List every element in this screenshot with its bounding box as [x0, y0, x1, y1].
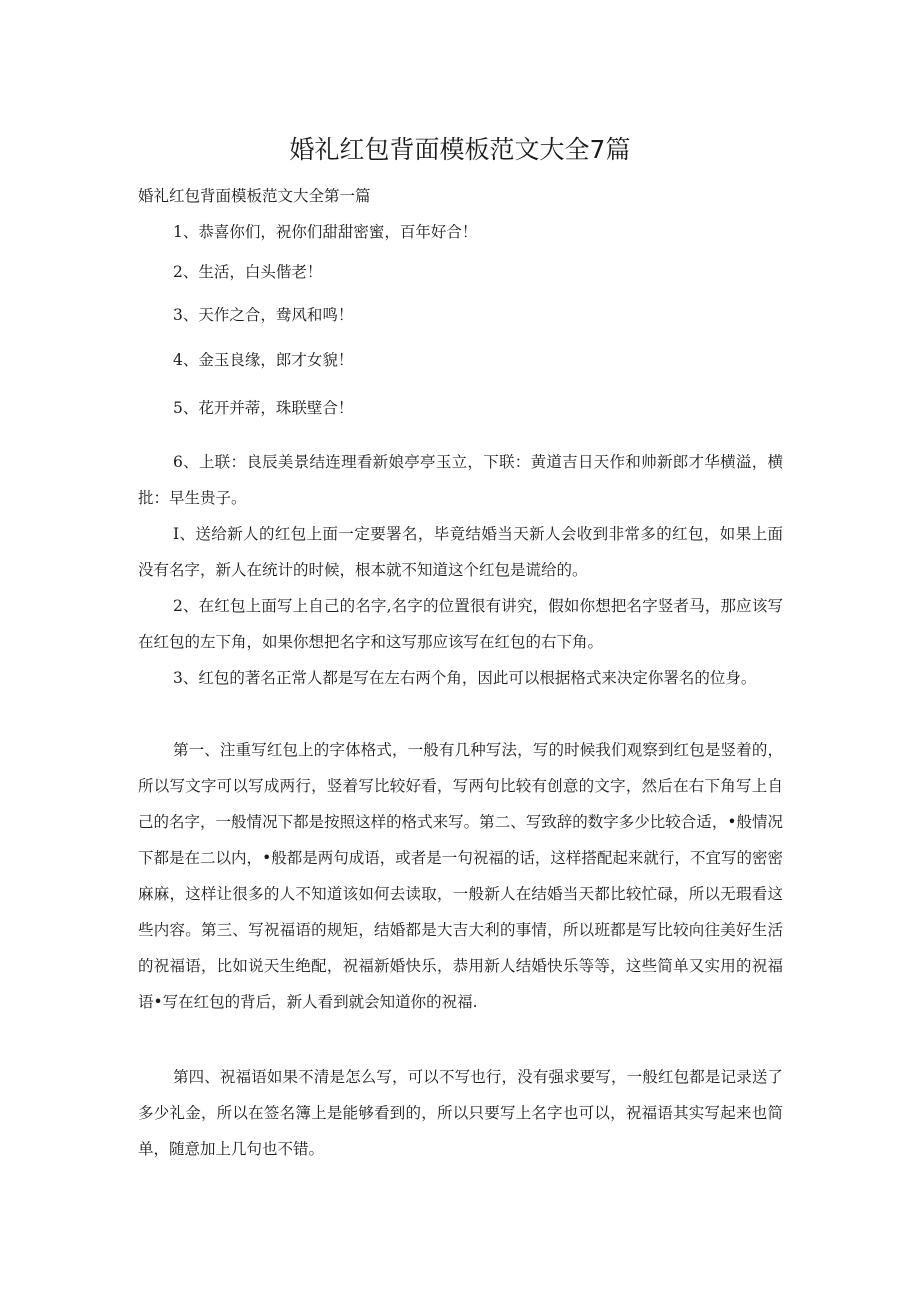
- paragraph: I、送给新人的红包上面一定要署名，毕竟结婚当天新人会收到非常多的红包，如果上面没有名字，新人在统计的时候，根本就不知道这个红包是谎给的。: [138, 525, 783, 579]
- list-item: 4、金玉良缘，郎才女貌！: [173, 351, 354, 369]
- list-item: 1、恭喜你们，祝你们甜甜密蜜，百年好合！: [173, 223, 478, 241]
- paragraph: 第四、祝福语如果不清是怎么写，可以不写也行，没有强求要写，一般红包都是记录送了多少礼金，所以在签名簿上是能够看到的，所以只要写上名字也可以，祝福语其实写起来也简单，随意加上几句也不错。: [138, 1068, 783, 1158]
- list-item: 5、花开并蒂，珠联壁合！: [173, 399, 354, 417]
- paragraph: 第一、注重写红包上的字体格式，一般有几种写法，写的时候我们观察到红包是竖着的，所以写文字可以写成两行，竖着写比较好看，写两句比较有创意的文字，然后在右下角写上自己的名字，一般情况下都是按照这样的格式来写。第二、写致辞的数字多少比较合适，•般情况下都是在二以内，•般都是两句成语，或者是一句祝福的话，这样搭配起来就行，不宜写的密密麻麻，这样让很多的人不知道该如何去读取，一般新人在结婚当天都比较忙碌，所以无瑕看这些内容。第三、写祝福语的规矩，结婚都是大吉大利的事情，所以班都是写比较向往美好生活的祝福语，比如说天生绝配，祝福新婚快乐，恭用新人结婚快乐等等，这些简单又实用的祝福语•写在红包的背后，新人看到就会知道你的祝福.: [138, 741, 783, 1011]
- paragraph: 3、红包的著名正常人都是写在左右两个角，因此可以根据格式来决定你署名的位身。: [173, 669, 757, 687]
- list-item: 2、生活，白头偕老！: [173, 263, 323, 281]
- document-title: 婚礼红包背面模板范文大全7篇: [289, 135, 631, 164]
- section-subtitle: 婚礼红包背面模板范文大全第一篇: [138, 187, 371, 205]
- paragraph: 2、在红包上面写上自己的名字,名字的位置很有讲究，假如你想把名字竖者马，那应该写在红包的左下角，如果你想把名字和这写那应该写在红包的右下角。: [138, 597, 783, 651]
- paragraph: 6、上联：良辰美景结连理看新娘亭亭玉立，下联：黄道吉日天作和帅新郎才华横溢，横批：早生贵子。: [138, 453, 783, 507]
- list-item: 3、天作之合，鸯风和鸣！: [173, 306, 354, 324]
